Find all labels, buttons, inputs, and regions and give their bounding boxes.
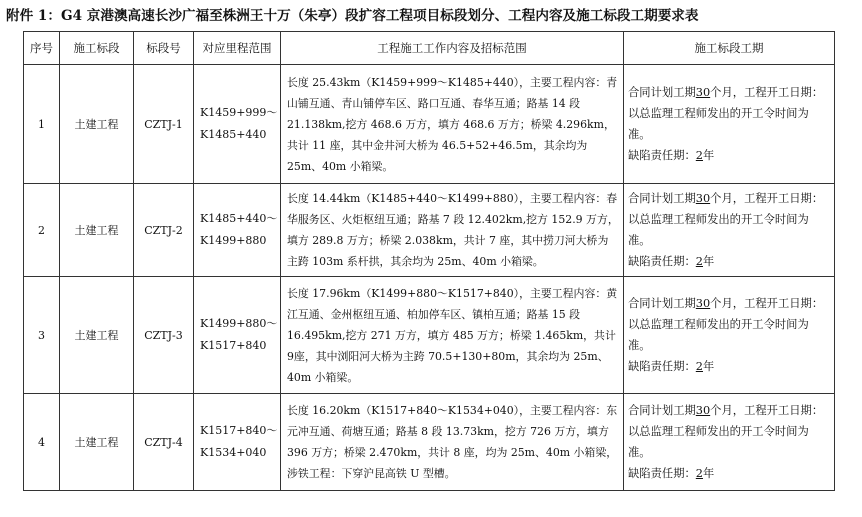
code-cell: CZTJ-1 bbox=[134, 65, 194, 184]
content-cell: 长度 16.20km（K1517+840～K1534+040），主要工程内容：东元冲互通、荷塘互通；路基 8 段 13.73km，挖方 726 万方，填方 396 万方；桥梁 2.470km，共计 8 座，均为 25m、40m 小箱梁，涉铁工程：下穿沪昆高铁 U 型槽。 bbox=[281, 394, 624, 491]
range-end: K1517+840 bbox=[200, 339, 267, 352]
period-text bbox=[628, 400, 828, 463]
range-start: K1459+999～ bbox=[200, 106, 278, 119]
range-start: K1517+840～ bbox=[200, 424, 278, 437]
header-row bbox=[24, 32, 835, 65]
warranty-prefix: 缺陷责任期： bbox=[628, 360, 696, 373]
warranty-years: 2 bbox=[695, 149, 703, 162]
period-months: 30 bbox=[695, 86, 711, 99]
warranty-years: 2 bbox=[695, 467, 703, 480]
warranty-suffix: 年 bbox=[702, 255, 715, 268]
range-start: K1499+880～ bbox=[200, 317, 278, 330]
warranty-text bbox=[628, 356, 828, 377]
content-cell: 长度 17.96km（K1499+880～K1517+840），主要工程内容：黄江互通、金州枢纽互通、柏加停车区、镇柏互通；路基 15 段 16.495km,挖方 271 万方，填方 485 万方；桥梁 1.465km，共计 9座，其中浏阳河大桥为主跨 70.5+130+80m，其余均为 25m、40m 小箱梁。 bbox=[281, 277, 624, 394]
code-cell: CZTJ-3 bbox=[134, 277, 194, 394]
section-cell: 土建工程 bbox=[60, 184, 134, 277]
period-mid: 个月，工程开工日期：以总监理工程师发出的开工令时间为准。 bbox=[628, 404, 824, 459]
period-prefix: 合同计划工期 bbox=[628, 404, 696, 417]
period-prefix: 合同计划工期 bbox=[628, 86, 696, 99]
warranty-text bbox=[628, 145, 828, 166]
warranty-suffix: 年 bbox=[702, 149, 715, 162]
warranty-text bbox=[628, 463, 828, 484]
warranty-prefix: 缺陷责任期： bbox=[628, 149, 696, 162]
warranty-years: 2 bbox=[695, 360, 703, 373]
content-cell: 长度 14.44km（K1485+440～K1499+880），主要工程内容：春华服务区、火炬枢纽互通；路基 7 段 12.402km,挖方 152.9 万方，填方 289.8 万方；桥梁 2.038km，共计 7 座，其中捞刀河大桥为主跨 103m 系杆拱，其余均为 25m、40m 小箱梁。 bbox=[281, 184, 624, 277]
range-end: K1499+880 bbox=[200, 234, 267, 247]
code-cell: CZTJ-2 bbox=[134, 184, 194, 277]
seq-cell: 4 bbox=[24, 394, 60, 491]
table-row bbox=[24, 277, 835, 394]
period-prefix: 合同计划工期 bbox=[628, 192, 696, 205]
seq-cell: 2 bbox=[24, 184, 60, 277]
range-start: K1485+440～ bbox=[200, 212, 278, 225]
period-cell bbox=[624, 277, 835, 394]
header-section: 施工标段 bbox=[60, 32, 134, 65]
section-cell: 土建工程 bbox=[60, 394, 134, 491]
table-row bbox=[24, 65, 835, 184]
content-cell: 长度 25.43km（K1459+999～K1485+440），主要工程内容：青山铺互通、青山铺停车区、路口互通、春华互通；路基 14 段 21.138km,挖方 468.6 万方，填方 468.6 万方；桥梁 4.296km，共计 11 座，其中金井河大桥为 46.5+52+46.5m，其余均为 25m、40m 小箱梁。 bbox=[281, 65, 624, 184]
document-title: 附件 1：G4 京港澳高速长沙广福至株洲王十万（朱亭）段扩容工程项目标段划分、工程内容及施工标段工期要求表 bbox=[6, 8, 699, 24]
range-cell bbox=[194, 394, 281, 491]
warranty-text bbox=[628, 251, 828, 272]
period-cell bbox=[624, 184, 835, 277]
header-period: 施工标段工期 bbox=[624, 32, 835, 65]
range-cell bbox=[194, 65, 281, 184]
period-text bbox=[628, 82, 828, 145]
period-text bbox=[628, 293, 828, 356]
table-row bbox=[24, 184, 835, 277]
period-mid: 个月，工程开工日期：以总监理工程师发出的开工令时间为准。 bbox=[628, 192, 824, 247]
period-mid: 个月，工程开工日期：以总监理工程师发出的开工令时间为准。 bbox=[628, 297, 824, 352]
header-code: 标段号 bbox=[134, 32, 194, 65]
section-cell: 土建工程 bbox=[60, 65, 134, 184]
warranty-suffix: 年 bbox=[702, 467, 715, 480]
period-cell bbox=[624, 65, 835, 184]
header-range: 对应里程范围 bbox=[194, 32, 281, 65]
warranty-years: 2 bbox=[695, 255, 703, 268]
warranty-suffix: 年 bbox=[702, 360, 715, 373]
header-seq: 序号 bbox=[24, 32, 60, 65]
section-cell: 土建工程 bbox=[60, 277, 134, 394]
seq-cell: 3 bbox=[24, 277, 60, 394]
code-cell: CZTJ-4 bbox=[134, 394, 194, 491]
period-mid: 个月，工程开工日期：以总监理工程师发出的开工令时间为准。 bbox=[628, 86, 824, 141]
warranty-prefix: 缺陷责任期： bbox=[628, 255, 696, 268]
warranty-prefix: 缺陷责任期： bbox=[628, 467, 696, 480]
range-end: K1485+440 bbox=[200, 128, 267, 141]
range-cell bbox=[194, 277, 281, 394]
period-months: 30 bbox=[695, 404, 711, 417]
table-row bbox=[24, 394, 835, 491]
seq-cell: 1 bbox=[24, 65, 60, 184]
period-cell bbox=[624, 394, 835, 491]
period-prefix: 合同计划工期 bbox=[628, 297, 696, 310]
section-table bbox=[23, 31, 835, 491]
range-cell bbox=[194, 184, 281, 277]
period-months: 30 bbox=[695, 192, 711, 205]
period-months: 30 bbox=[695, 297, 711, 310]
range-end: K1534+040 bbox=[200, 446, 267, 459]
period-text bbox=[628, 188, 828, 251]
header-content: 工程施工工作内容及招标范围 bbox=[281, 32, 624, 65]
